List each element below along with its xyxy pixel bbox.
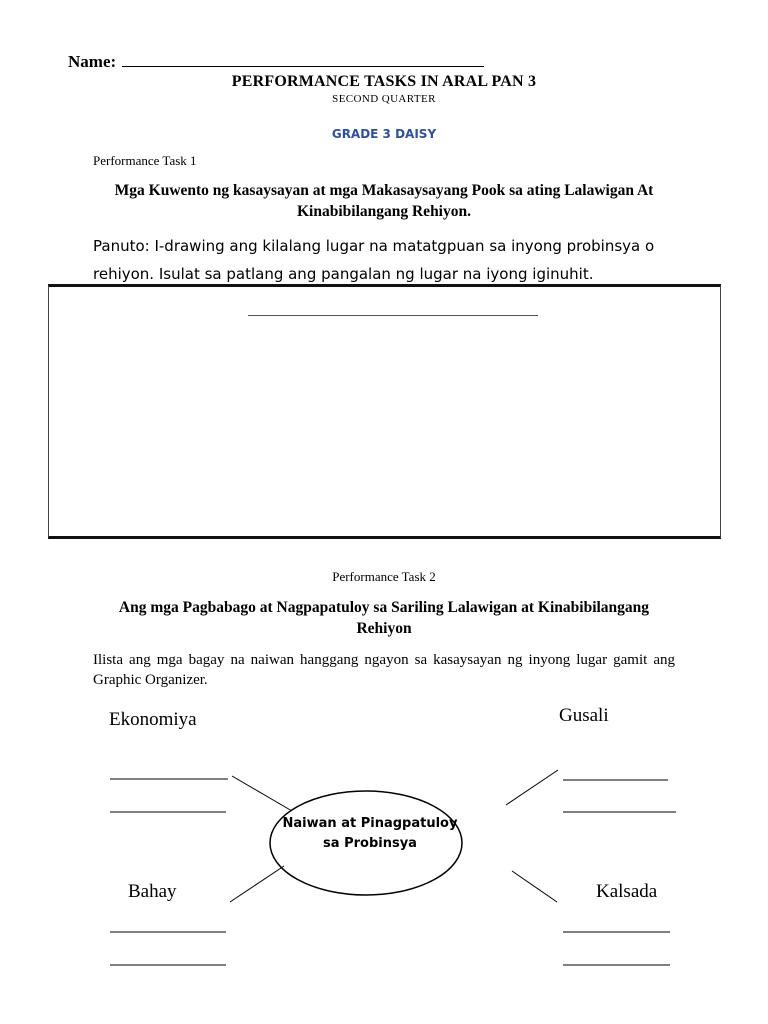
page-subtitle: SECOND QUARTER — [332, 93, 436, 105]
task1-instruction: Panuto: I-drawing ang kilalang lugar na matatgpuan sa inyong probinsya o rehiyon. Isulat sa patlang ang pangalan ng lugar na iyong iginuhit. — [93, 237, 655, 283]
task2-heading: Ang mga Pagbabago at Nagpapatuloy sa Sariling Lalawigan at Kinabibilangang Rehiyon — [118, 599, 650, 637]
organizer-label-kalsada: Kalsada — [596, 881, 658, 902]
name-field — [68, 50, 484, 72]
task2-instruction: Ilista ang mga bagay na naiwan hanggang ngayon sa kasaysayan ng inyong lugar gamit ang Graphic Organizer. — [93, 652, 675, 688]
task1-heading: Mga Kuwento ng kasaysayan at mga Makasaysayang Pook sa ating Lalawigan At Kinabibilangang Rehiyon. — [114, 182, 654, 220]
drawing-box[interactable] — [48, 284, 721, 539]
page-title: PERFORMANCE TASKS IN ARAL PAN 3 — [231, 73, 537, 90]
organizer-label-gusali: Gusali — [559, 705, 609, 726]
grade-label: GRADE 3 DAISY — [331, 127, 437, 141]
organizer-label-ekonomiya: Ekonomiya — [109, 709, 197, 730]
task1-label: Performance Task 1 — [93, 153, 197, 168]
connector-bottom-left — [230, 866, 284, 902]
organizer-label-bahay: Bahay — [128, 881, 177, 902]
organizer-center-text: Naiwan at Pinagpatuloy sa Probinsya — [282, 816, 458, 851]
connector-top-left — [232, 776, 292, 811]
connector-top-right — [506, 770, 558, 805]
task2-label: Performance Task 2 — [332, 569, 436, 584]
place-name-blank[interactable] — [248, 315, 538, 316]
connector-bottom-right — [512, 871, 557, 902]
name-blank-line[interactable] — [122, 50, 484, 67]
name-label: Name: — [68, 52, 117, 71]
